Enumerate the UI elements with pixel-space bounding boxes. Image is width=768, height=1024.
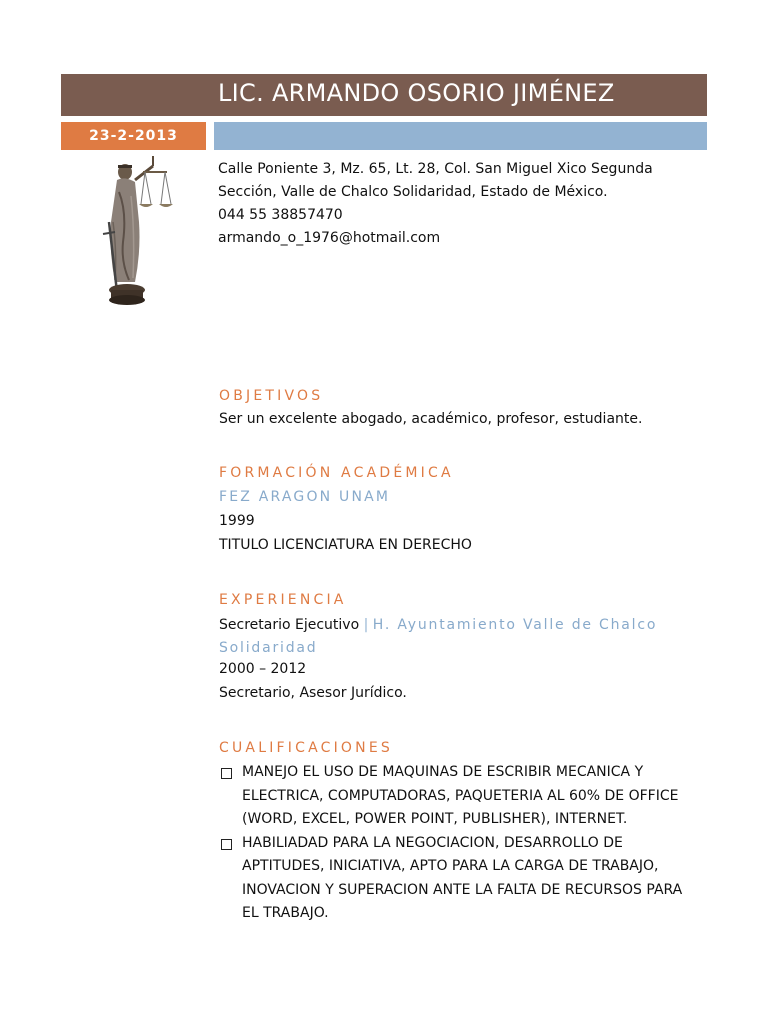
- list-item: [219, 761, 699, 832]
- name-banner: [61, 74, 707, 116]
- contact-block: [218, 158, 653, 250]
- job-description: Secretario, Asesor Jurídico.: [219, 685, 407, 701]
- candidate-name: LIC. ARMANDO OSORIO JIMÉNEZ: [218, 79, 615, 107]
- experience-entry: [219, 614, 699, 660]
- cualificaciones-heading: CUALIFICACIONES: [219, 740, 393, 756]
- formacion-heading: FORMACIÓN ACADÉMICA: [219, 465, 454, 481]
- objetivos-text: Ser un excelente abogado, académico, profesor, estudiante.: [219, 411, 643, 427]
- address-line-1: Calle Poniente 3, Mz. 65, Lt. 28, Col. San Miguel Xico Segunda: [218, 161, 653, 177]
- accent-bar: [214, 122, 707, 150]
- job-role: Secretario Ejecutivo: [219, 617, 360, 633]
- list-item: [219, 832, 699, 926]
- experiencia-heading: EXPERIENCIA: [219, 592, 347, 608]
- school-name: FEZ ARAGON UNAM: [219, 489, 391, 505]
- qualification-text: MANEJO EL USO DE MAQUINAS DE ESCRIBIR MECANICA Y ELECTRICA, COMPUTADORAS, PAQUETERIA AL 60% DE OFFICE (WORD, EXCEL, POWER POINT, PUBLISHER), INTERNET.: [242, 764, 679, 827]
- qualifications-list: [219, 761, 699, 926]
- phone-number: 044 55 38857470: [218, 207, 343, 223]
- separator: |: [359, 617, 373, 633]
- objetivos-heading: OBJETIVOS: [219, 388, 324, 404]
- checkbox-bullet-icon: [221, 839, 232, 850]
- address-line-2: Sección, Valle de Chalco Solidaridad, Estado de México.: [218, 184, 608, 200]
- graduation-year: 1999: [219, 513, 255, 529]
- date-badge: 23-2-2013: [61, 122, 206, 150]
- degree-title: TITULO LICENCIATURA EN DERECHO: [219, 537, 472, 553]
- justice-statue-icon: [95, 152, 175, 308]
- qualification-text: HABILIADAD PARA LA NEGOCIACION, DESARROLLO DE APTITUDES, INICIATIVA, APTO PARA LA CARGA DE TRABAJO, INOVACION Y SUPERACION ANTE LA FALTA DE RECURSOS PARA EL TRABAJO.: [242, 834, 683, 921]
- job-period: 2000 – 2012: [219, 661, 307, 677]
- employer-name: H. Ayuntamiento Valle de Chalco Solidaridad: [219, 617, 658, 656]
- email-address[interactable]: armando_o_1976@hotmail.com: [218, 230, 441, 246]
- checkbox-bullet-icon: [221, 768, 232, 779]
